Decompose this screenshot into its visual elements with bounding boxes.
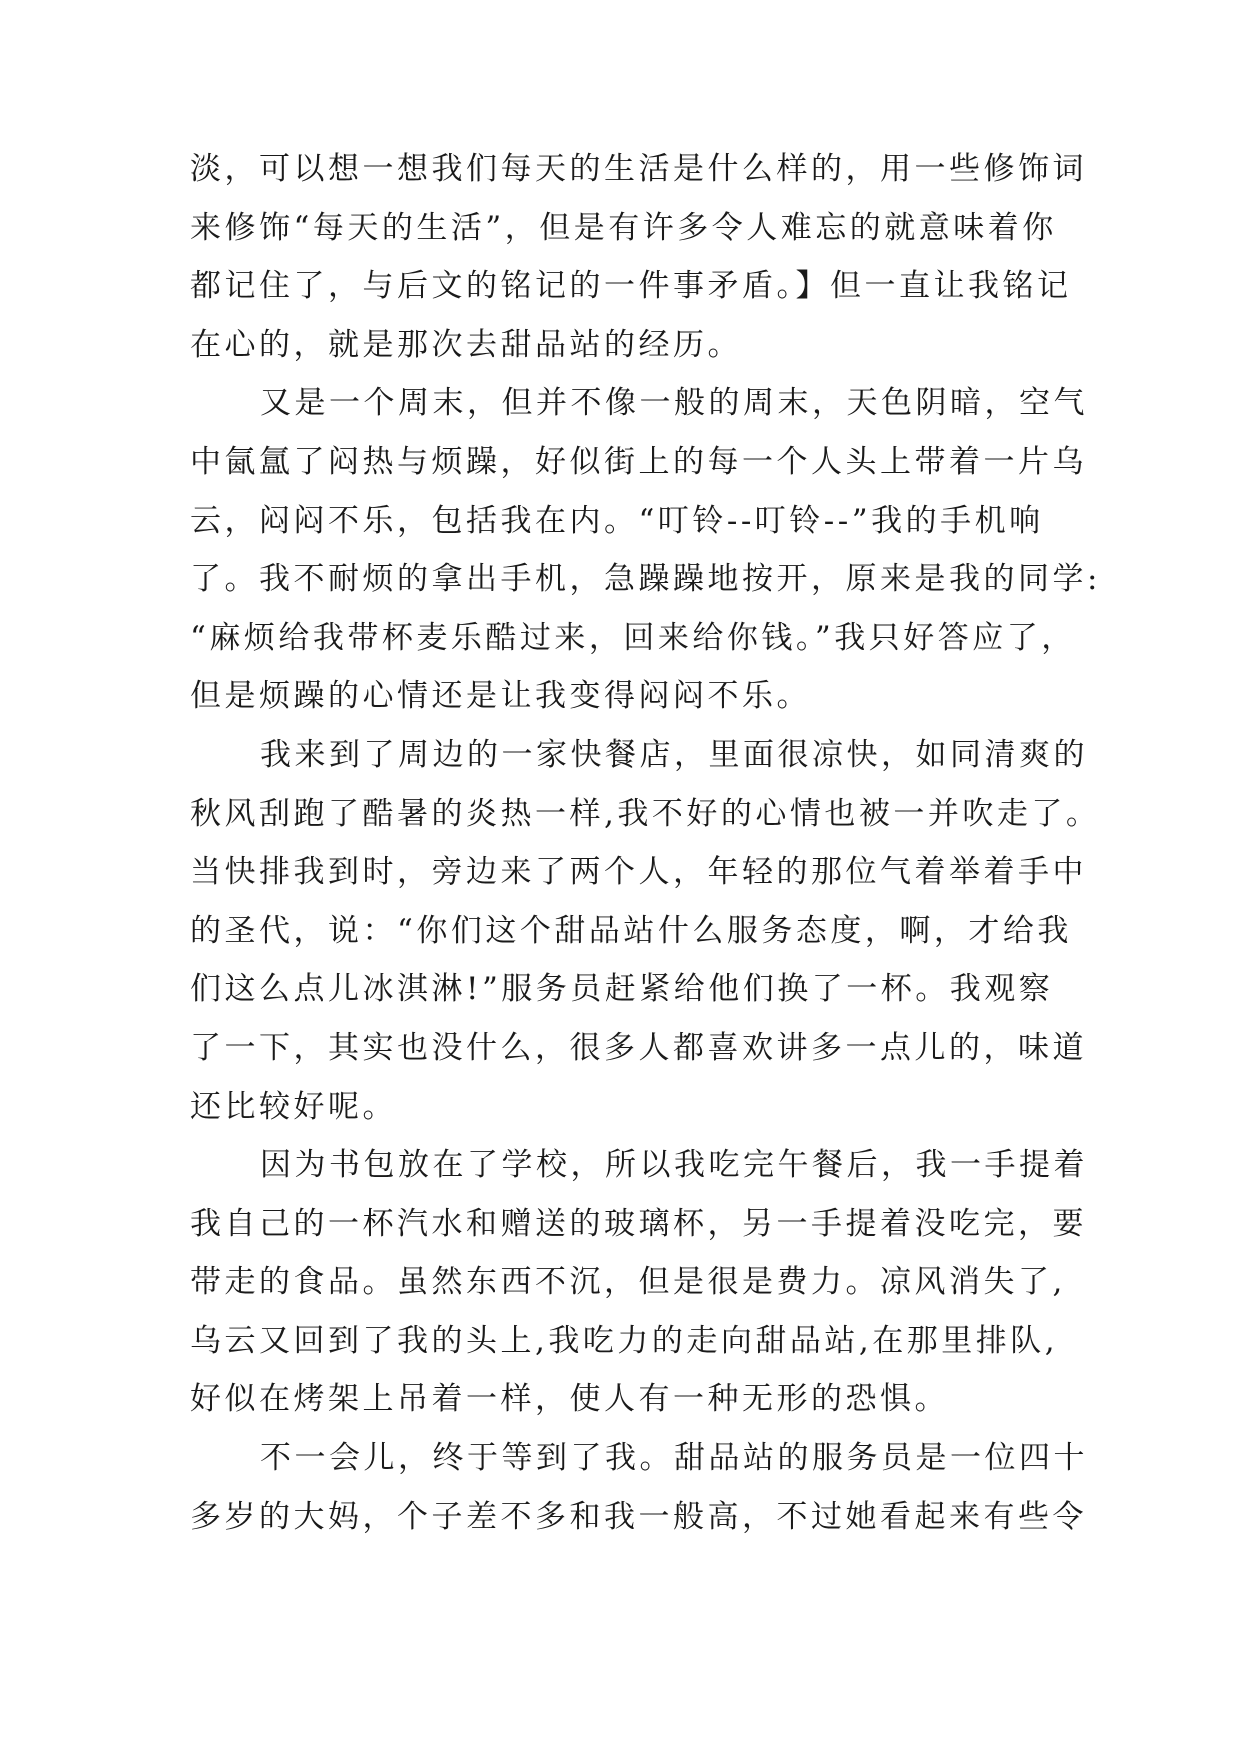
text-line: 还比较好呢。 (190, 1088, 397, 1125)
paragraph-first-line: 因为书包放在了学校，所以我吃完午餐后，我一手提着 (260, 1147, 1088, 1184)
text-line: 多岁的大妈，个子差不多和我一般高，不过她看起来有些令 (190, 1498, 1087, 1535)
text-line: 我自己的一杯汽水和赠送的玻璃杯，另一手提着没吃完，要 (190, 1205, 1087, 1242)
paragraph-first-line: 我来到了周边的一家快餐店，里面很凉快，如同清爽的 (260, 736, 1088, 773)
text-line: 在心的，就是那次去甜品站的经历。 (190, 326, 742, 363)
text-line: 的圣代，说：“你们这个甜品站什么服务态度，啊，才给我 (190, 912, 1072, 949)
text-line: 云，闷闷不乐，包括我在内。“叮铃--叮铃--”我的手机响 (190, 502, 1044, 539)
text-line: 秋风刮跑了酷暑的炎热一样,我不好的心情也被一并吹走了。 (190, 795, 1101, 832)
text-line: 当快排我到时，旁边来了两个人，年轻的那位气着举着手中 (190, 854, 1087, 891)
text-line: 中氤氲了闷热与烦躁，好似街上的每一个人头上带着一片乌 (190, 443, 1087, 480)
text-line: 都记住了，与后文的铭记的一件事矛盾。】但一直让我铭记 (190, 268, 1072, 305)
body-text (190, 140, 1101, 1546)
text-line: 来修饰“每天的生活”，但是有许多令人难忘的就意味着你 (190, 209, 1057, 246)
paragraph-first-line: 又是一个周末，但并不像一般的周末，天色阴暗，空气 (260, 385, 1088, 422)
text-line: “麻烦给我带杯麦乐酷过来，回来给你钱。”我只好答应了， (190, 619, 1076, 656)
text-line: 们这么点儿冰淇淋!”服务员赶紧给他们换了一杯。我观察 (190, 971, 1054, 1008)
paragraph-first-line: 不一会儿，终于等到了我。甜品站的服务员是一位四十 (260, 1440, 1088, 1477)
text-line: 了一下，其实也没什么，很多人都喜欢讲多一点儿的，味道 (190, 1029, 1087, 1066)
text-line: 淡，可以想一想我们每天的生活是什么样的，用一些修饰词 (190, 151, 1087, 187)
text-line: 好似在烤架上吊着一样，使人有一种无形的恐惧。 (190, 1381, 949, 1418)
text-line: 了。我不耐烦的拿出手机，急躁躁地按开，原来是我的同学: (190, 561, 1101, 598)
text-line: 但是烦躁的心情还是让我变得闷闷不乐。 (190, 678, 811, 715)
text-line: 乌云又回到了我的头上,我吃力的走向甜品站,在那里排队, (190, 1322, 1059, 1359)
text-line: 带走的食品。虽然东西不沉，但是很是费力。凉风消失了, (190, 1264, 1066, 1301)
